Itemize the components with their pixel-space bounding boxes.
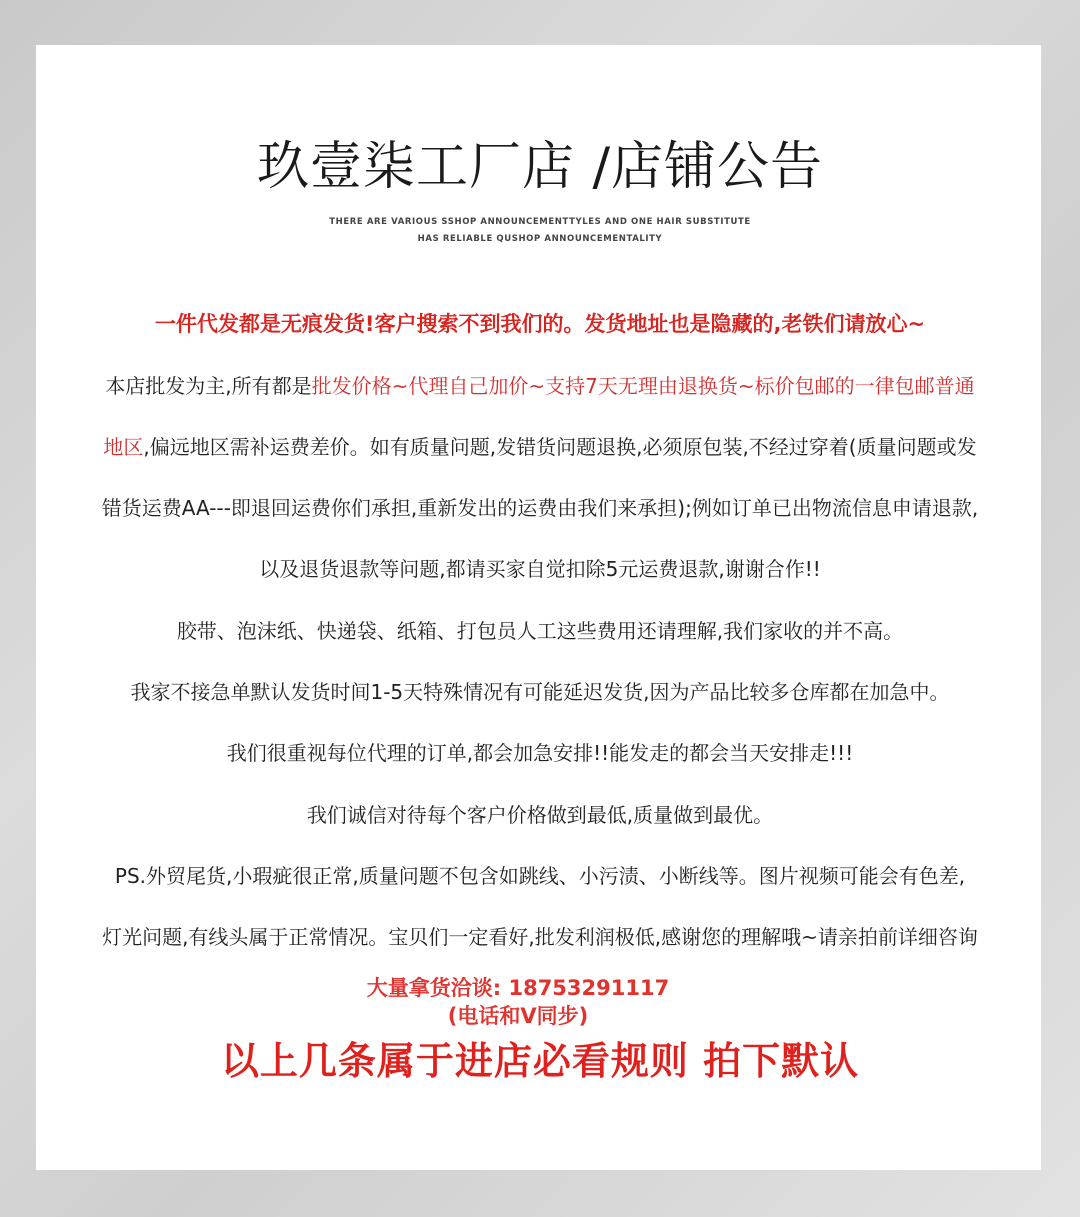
rules-banner: 以上几条属于进店必看规则 拍下默认 [220,1039,860,1083]
notice-line-2-part-a: 地区 [103,435,144,459]
subtitle-line-1: THERE ARE VARIOUS SSHOP ANNOUNCEMENTTYLES AND ONE HAIR SUBSTITUTE [329,217,751,227]
subtitle-line-2: HAS RELIABLE QUSHOP ANNOUNCEMENTALITY [417,234,663,244]
notice-line-5: 胶带、泡沫纸、快递袋、纸箱、打包员人工这些费用还请理解,我们家收的并不高。 [176,619,904,643]
headline-notice: 一件代发都是无痕发货!客户搜索不到我们的。发货地址也是隐藏的,老铁们请放心~ [154,312,926,336]
notice-line-6: 我家不接急单默认发货时间1-5天特殊情况有可能延迟发货,因为产品比较多仓库都在加急中。 [130,680,950,704]
notice-line-9: PS.外贸尾货,小瑕疵很正常,质量问题不包含如跳线、小污渍、小断线等。图片视频可能会有色差, [114,864,966,888]
notice-line-2-part-b: ,偏远地区需补运费差价。如有质量问题,发错货问题退换,必须原包装,不经过穿着(质量问题或发 [143,435,977,459]
notice-line-1-part-b: 批发价格~代理自己加价~支持7天无理由退换货~标价包邮的一律包邮普通 [311,374,975,398]
notice-line-8: 我们诚信对待每个客户价格做到最低,质量做到最优。 [306,803,774,827]
notice-line-3: 错货运费AA---即退回运费你们承担,重新发出的运费由我们来承担);例如订单已出物流信息申请退款, [101,496,979,520]
contact-note: (电话和V同步) [447,1004,589,1028]
notice-line-2 [0,432,1080,462]
page-title: 玖壹柒工厂店 /店铺公告 [256,137,824,197]
notice-line-7: 我们很重视每位代理的订单,都会加急安排!!能发走的都会当天安排走!!! [226,741,854,765]
contact-phone: 大量拿货洽谈: 18753291117 [366,976,670,1000]
notice-line-1 [0,371,1080,401]
notice-line-4: 以及退货退款等问题,都请买家自觉扣除5元运费退款,谢谢合作!! [259,557,821,581]
notice-line-1-part-a: 本店批发为主,所有都是 [105,374,312,398]
notice-line-10: 灯光问题,有线头属于正常情况。宝贝们一定看好,批发利润极低,感谢您的理解哦~请亲拍前详细咨询 [102,925,978,949]
